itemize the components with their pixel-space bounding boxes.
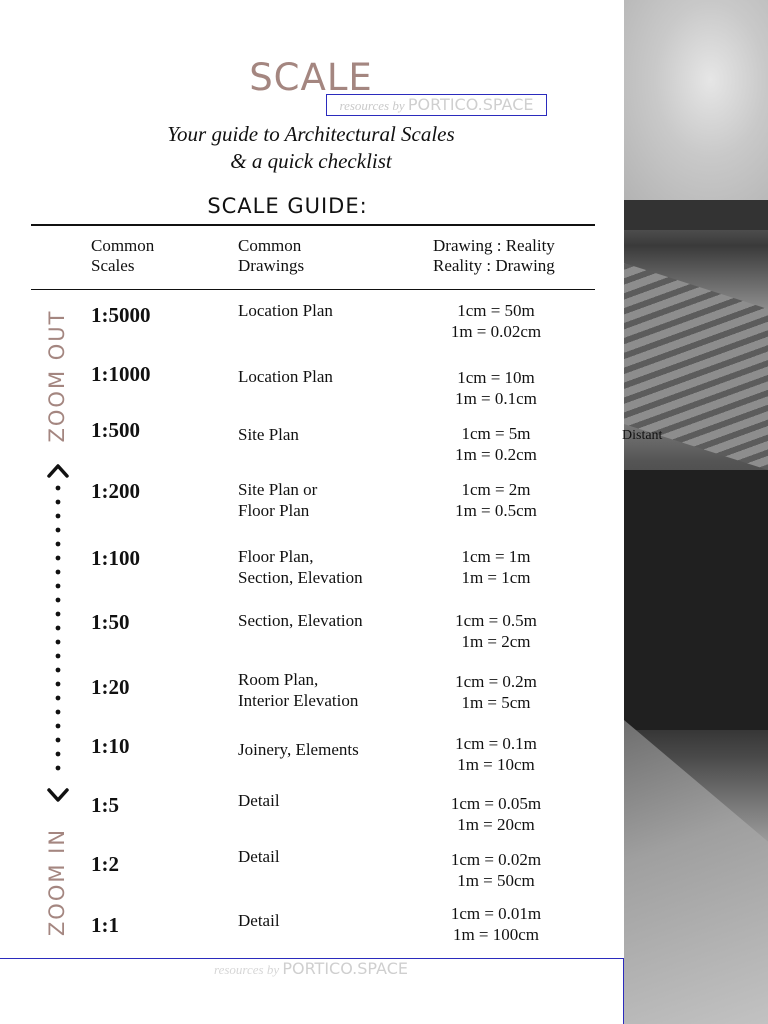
drawing-line: Detail <box>238 791 280 810</box>
scale-ratio <box>420 546 572 588</box>
arrow-dot <box>56 486 61 491</box>
table-row <box>0 546 620 586</box>
drawing-line: Room Plan, <box>238 670 319 689</box>
watermark-brand: PORTICO.SPACE <box>282 959 408 978</box>
arrow-dot <box>56 668 61 673</box>
column-header-scales <box>91 236 154 276</box>
photo-concrete-slab <box>624 720 768 1024</box>
photo-sky <box>624 0 768 200</box>
scale-ratio <box>420 849 572 891</box>
drawing-line: Section, Elevation <box>238 568 363 587</box>
drawing-line: Detail <box>238 911 280 930</box>
arrow-dot <box>56 738 61 743</box>
drawing-type <box>238 300 333 321</box>
arrow-dot <box>56 598 61 603</box>
arrow-dot <box>56 696 61 701</box>
scale-value: 1:100 <box>91 546 140 570</box>
drawing-type <box>238 479 317 521</box>
watermark-top[interactable] <box>326 94 547 116</box>
ratio-line: 1cm = 50m <box>457 301 535 320</box>
scale-value: 1:20 <box>91 675 130 699</box>
scale-ratio <box>420 671 572 713</box>
scale-ratio <box>420 733 572 775</box>
drawing-type <box>238 790 280 811</box>
arrow-dot <box>56 612 61 617</box>
column-header-line: Reality : Drawing <box>433 256 555 275</box>
column-header-line: Scales <box>91 256 135 275</box>
table-row <box>0 846 620 890</box>
ratio-line: 1cm = 1m <box>461 547 531 566</box>
arrow-dot <box>56 640 61 645</box>
scale-value: 1:5 <box>91 793 119 817</box>
ratio-line: 1cm = 0.05m <box>450 794 542 813</box>
zoom-arrow-icon <box>45 458 71 808</box>
ratio-line: 1m = 1cm <box>461 568 531 587</box>
drawing-line: Site Plan <box>238 425 299 444</box>
column-header-line: Common <box>91 236 155 255</box>
ratio-line: 1cm = 10m <box>457 368 535 387</box>
watermark-bottom[interactable] <box>0 958 622 981</box>
column-header-line: Drawings <box>238 256 305 275</box>
page-title: SCALE <box>249 56 373 99</box>
ratio-line: 1cm = 0.02m <box>450 850 542 869</box>
zoom-in-label: ZOOM IN <box>45 827 69 937</box>
table-top-rule <box>31 224 595 226</box>
arrow-dot <box>56 500 61 505</box>
ratio-line: 1cm = 2m <box>461 480 531 499</box>
drawing-line: Location Plan <box>238 367 333 386</box>
arrow-dot <box>56 514 61 519</box>
drawing-line: Site Plan or <box>238 480 318 499</box>
ratio-line: 1m = 50cm <box>457 871 535 890</box>
table-row <box>0 733 620 773</box>
scale-ratio <box>420 300 572 342</box>
scale-value: 1:1000 <box>91 362 151 386</box>
ratio-line: 1cm = 0.01m <box>450 904 542 923</box>
scale-value: 1:200 <box>91 479 140 503</box>
watermark-brand: PORTICO.SPACE <box>407 95 534 114</box>
zoom-out-label: ZOOM OUT <box>45 309 69 443</box>
ratio-line: 1m = 0.1cm <box>455 389 537 408</box>
scale-ratio <box>420 903 572 945</box>
watermark-prefix: resources by <box>214 962 280 977</box>
ratio-line: 1m = 5cm <box>461 693 531 712</box>
arrow-dot <box>56 682 61 687</box>
subtitle-line-1: Your guide to Architectural Scales <box>167 122 455 146</box>
arrow-dot <box>56 528 61 533</box>
scale-ratio <box>420 610 572 652</box>
table-row <box>0 669 620 712</box>
arrow-dot <box>56 570 61 575</box>
drawing-line: Section, Elevation <box>238 611 363 630</box>
drawing-type <box>238 669 358 711</box>
subtitle-line-2: & a quick checklist <box>230 149 392 173</box>
arrow-dot <box>56 766 61 771</box>
scale-value: 1:5000 <box>91 303 151 327</box>
drawing-type <box>238 424 299 445</box>
scale-value: 1:500 <box>91 418 140 442</box>
arrow-dotted-shaft <box>56 486 61 771</box>
ratio-line: 1cm = 0.5m <box>455 611 537 630</box>
scale-value: 1:1 <box>91 913 119 937</box>
arrow-dot <box>56 626 61 631</box>
drawing-type <box>238 846 280 867</box>
arrow-down-head <box>49 790 67 800</box>
scale-ratio <box>420 367 572 409</box>
drawing-line: Interior Elevation <box>238 691 359 710</box>
arrow-dot <box>56 710 61 715</box>
table-row <box>0 790 620 834</box>
ratio-line: 1m = 20cm <box>457 815 535 834</box>
table-row <box>0 300 620 340</box>
drawing-type <box>238 366 333 387</box>
footer-frame-edge <box>623 958 624 1024</box>
table-header-rule <box>31 289 595 290</box>
drawing-type <box>238 739 359 760</box>
photo-roof-edge <box>624 200 768 230</box>
scale-value: 1:10 <box>91 734 130 758</box>
column-header-drawings <box>238 236 304 276</box>
ratio-line: 1cm = 0.2m <box>455 672 537 691</box>
scale-ratio <box>420 423 572 465</box>
table-row <box>0 479 620 519</box>
photo-shadow <box>624 470 768 730</box>
arrow-dot <box>56 654 61 659</box>
drawing-type <box>238 610 363 631</box>
ratio-line: 1m = 0.5cm <box>455 501 537 520</box>
ratio-line: 1m = 0.2cm <box>455 445 537 464</box>
scale-ratio <box>420 793 572 835</box>
ratio-line: 1m = 2cm <box>461 632 531 651</box>
arrow-up-head <box>49 466 67 476</box>
arrow-dot <box>56 584 61 589</box>
drawing-line: Floor Plan <box>238 501 310 520</box>
ratio-line: 1cm = 0.1m <box>455 734 537 753</box>
ratio-line: 1m = 100cm <box>452 925 540 944</box>
drawing-line: Detail <box>238 847 280 866</box>
drawing-type <box>238 546 363 588</box>
column-header-line: Drawing : Reality <box>433 236 555 255</box>
table-row <box>0 903 620 943</box>
scale-value: 1:50 <box>91 610 130 634</box>
column-header-ratio <box>433 236 555 276</box>
drawing-line: Joinery, Elements <box>238 740 359 759</box>
building-photo <box>624 0 768 1024</box>
table-row <box>0 418 620 464</box>
drawing-type <box>238 910 280 931</box>
table-row <box>0 362 620 408</box>
photo-caption: Distant <box>622 428 663 443</box>
section-heading: SCALE GUIDE: <box>207 194 368 218</box>
arrow-dot <box>56 724 61 729</box>
scale-value: 1:2 <box>91 852 119 876</box>
drawing-line: Location Plan <box>238 301 333 320</box>
ratio-line: 1cm = 5m <box>461 424 531 443</box>
arrow-dot <box>56 542 61 547</box>
scale-ratio <box>420 479 572 521</box>
arrow-dot <box>56 752 61 757</box>
ratio-line: 1m = 10cm <box>457 755 535 774</box>
table-row <box>0 610 620 650</box>
arrow-dot <box>56 556 61 561</box>
ratio-line: 1m = 0.02cm <box>450 322 542 341</box>
column-header-line: Common <box>238 236 302 255</box>
watermark-prefix: resources by <box>339 98 405 113</box>
drawing-line: Floor Plan, <box>238 547 314 566</box>
